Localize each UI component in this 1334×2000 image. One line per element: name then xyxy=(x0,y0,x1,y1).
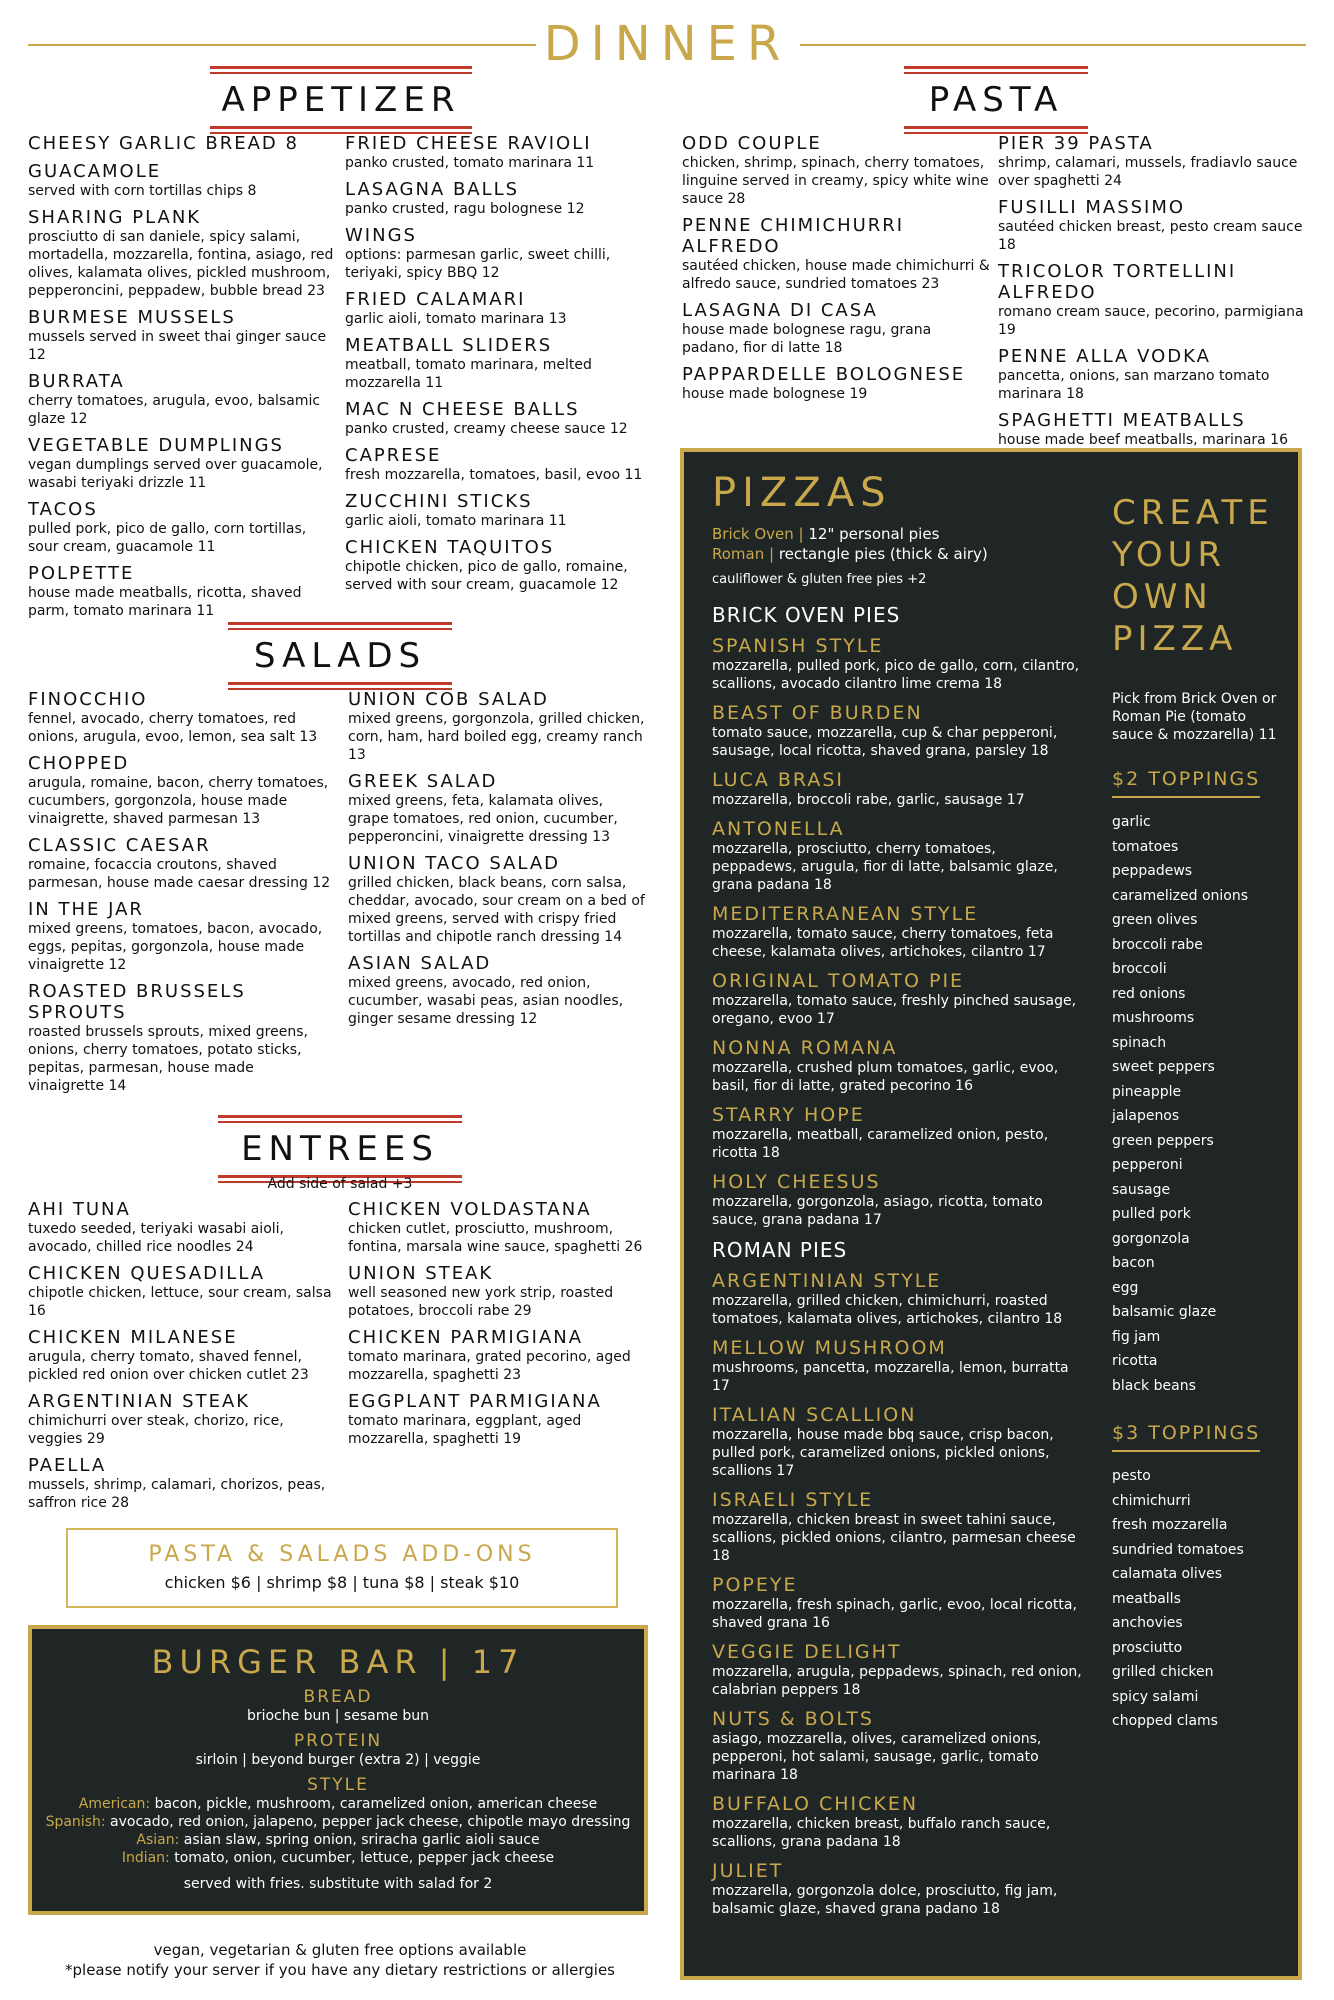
pizza-description: mozzarella, grilled chicken, chimichurri, roasted tomatoes, kalamata olives, artichokes, cilantro 18 xyxy=(712,1293,1063,1327)
menu-item-description: mixed greens, tomatoes, bacon, avocado, eggs, pepitas, gorgonzola, house made vinaigrette 12 xyxy=(28,921,323,973)
pizza-item xyxy=(712,970,1082,1028)
pizza-description: mozzarella, crushed plum tomatoes, garlic, evoo, basil, fior di latte, grated pecorino 16 xyxy=(712,1060,1059,1094)
burger-style-american: American: bacon, pickle, mushroom, caramelized onion, american cheese xyxy=(78,1796,598,1812)
pizza-description: mozzarella, prosciutto, cherry tomatoes, peppadews, arugula, fior di latte, balsamic glaze, grana padana 18 xyxy=(712,841,1058,893)
pizza-item xyxy=(712,1793,1082,1851)
menu-item xyxy=(345,289,645,328)
topping-item: sweet peppers xyxy=(1112,1059,1215,1075)
salads-title: SALADS xyxy=(253,636,427,676)
menu-item-name: MEATBALL SLIDERS xyxy=(345,335,553,356)
menu-item-name: UNION COB SALAD xyxy=(348,689,549,710)
pizzas-gluten-free-note: cauliflower & gluten free pies +2 xyxy=(712,572,927,587)
burger-style-spanish: Spanish: avocado, red onion, jalapeno, pepper jack cheese, chipotle mayo dressing xyxy=(45,1814,631,1830)
menu-item-description: chimichurri over steak, chorizo, rice, veggies 29 xyxy=(28,1413,284,1447)
pizzas-box xyxy=(680,448,1302,1980)
pizza-item xyxy=(712,1489,1082,1565)
menu-item xyxy=(28,161,338,200)
menu-item-description: tomato marinara, grated pecorino, aged mozzarella, spaghetti 23 xyxy=(348,1349,631,1383)
pizza-description: mozzarella, pulled pork, pico de gallo, corn, cilantro, scallions, avocado cilantro lime crema 18 xyxy=(712,658,1080,692)
pizza-item xyxy=(712,1270,1082,1328)
pasta-heading xyxy=(904,66,1088,134)
menu-item-description: arugula, romaine, bacon, cherry tomatoes, cucumbers, gorgonzola, house made vinaigrette, shaved parmesan 13 xyxy=(28,775,329,827)
menu-item-description: fennel, avocado, cherry tomatoes, red onions, arugula, evoo, lemon, sea salt 13 xyxy=(28,711,318,745)
topping-item: broccoli xyxy=(1112,961,1167,977)
topping-item: fig jam xyxy=(1112,1328,1161,1345)
menu-item-description: romano cream sauce, pecorino, parmigiana 19 xyxy=(998,304,1304,338)
addons-box xyxy=(66,1528,618,1608)
menu-item-description: shrimp, calamari, mussels, fradiavlo sauce over spaghetti 24 xyxy=(998,155,1298,189)
salads-left-column xyxy=(28,689,334,1102)
menu-item-name: CHICKEN QUESADILLA xyxy=(28,1263,266,1284)
topping-item: spicy salami xyxy=(1112,1688,1199,1705)
topping-item: pesto xyxy=(1112,1468,1151,1484)
menu-item xyxy=(345,537,645,594)
menu-item-name: TRICOLOR TORTELLINI ALFREDO xyxy=(998,261,1237,303)
menu-item-description: meatball, tomato marinara, melted mozzarella 11 xyxy=(345,357,592,391)
burger-style-indian: Indian: tomato, onion, cucumber, lettuce, pepper jack cheese xyxy=(121,1850,555,1866)
entrees-note: Add side of salad +3 xyxy=(267,1176,413,1192)
menu-item-name: EGGPLANT PARMIGIANA xyxy=(348,1391,602,1412)
menu-item-name: GREEK SALAD xyxy=(348,771,498,792)
menu-item xyxy=(28,307,338,364)
menu-item-name: TACOS xyxy=(28,499,98,520)
two-dollar-toppings-heading: $2 TOPPINGS xyxy=(1112,768,1260,798)
pizza-description: mozzarella, chicken breast in sweet tahini sauce, scallions, pickled onions, cilantro, parmesan cheese 18 xyxy=(712,1512,1076,1564)
topping-item: spinach xyxy=(1112,1034,1167,1051)
pizza-description: mozzarella, chicken breast, buffalo ranch sauce, scallions, grana padana 18 xyxy=(712,1816,1051,1850)
pizza-description: asiago, mozzarella, olives, caramelized onions, pepperoni, hot salami, sausage, garlic, tomato marinara 18 xyxy=(712,1731,1042,1783)
pizza-name: ARGENTINIAN STYLE xyxy=(712,1270,942,1292)
pizza-item xyxy=(712,1337,1082,1395)
burger-protein-heading: PROTEIN xyxy=(293,1731,383,1751)
menu-item xyxy=(345,445,645,484)
menu-item-description: well seasoned new york strip, roasted potatoes, broccoli rabe 29 xyxy=(348,1285,614,1319)
topping-item: red onions xyxy=(1112,985,1186,1002)
footer-options: vegan, vegetarian & gluten free options available xyxy=(153,1941,527,1959)
menu-item-description: pulled pork, pico de gallo, corn tortillas, sour cream, guacamole 11 xyxy=(28,521,307,555)
menu-item xyxy=(345,335,645,392)
menu-item-name: ASIAN SALAD xyxy=(348,953,492,974)
menu-item xyxy=(28,981,334,1095)
pizza-item xyxy=(712,1404,1082,1480)
burger-style-asian: Asian: asian slaw, spring onion, sriracha garlic aioli sauce xyxy=(136,1832,540,1848)
menu-item-description: house made bolognese 19 xyxy=(682,386,868,402)
menu-item-description: panko crusted, creamy cheese sauce 12 xyxy=(345,421,628,437)
pizza-description: mozzarella, tomato sauce, freshly pinched sausage, oregano, evoo 17 xyxy=(712,993,1077,1027)
menu-item xyxy=(348,953,648,1028)
topping-item: grilled chicken xyxy=(1112,1664,1214,1680)
menu-item xyxy=(348,771,648,846)
menu-item-name: BURRATA xyxy=(28,371,125,392)
topping-item: garlic xyxy=(1112,814,1151,830)
pizza-name: VEGGIE DELIGHT xyxy=(712,1641,902,1663)
appetizer-left-column xyxy=(28,133,338,627)
menu-item xyxy=(28,499,338,556)
topping-item: broccoli rabe xyxy=(1112,936,1203,953)
pizza-name: MELLOW MUSHROOM xyxy=(712,1337,947,1359)
menu-item-description: panko crusted, tomato marinara 11 xyxy=(345,155,595,171)
menu-item xyxy=(345,225,645,282)
pizza-item xyxy=(712,702,1082,760)
pizza-item xyxy=(712,1574,1082,1632)
topping-item: green peppers xyxy=(1112,1132,1214,1149)
pizza-name: ORIGINAL TOMATO PIE xyxy=(712,970,965,992)
pizza-name: ITALIAN SCALLION xyxy=(712,1404,917,1426)
topping-item: tomatoes xyxy=(1112,838,1179,855)
menu-item xyxy=(345,179,645,218)
menu-item-name: ARGENTINIAN STEAK xyxy=(28,1391,251,1412)
menu-item xyxy=(682,364,992,403)
menu-item-name: FRIED CALAMARI xyxy=(345,289,526,310)
menu-item-description: roasted brussels sprouts, mixed greens, onions, cherry tomatoes, potato sticks, pepitas, parmesan, house made vinaigrette 14 xyxy=(28,1024,308,1094)
burger-fries-note: served with fries. substitute with salad for 2 xyxy=(183,1876,493,1892)
menu-item xyxy=(998,410,1308,449)
menu-item-name: ROASTED BRUSSELS SPROUTS xyxy=(28,981,246,1023)
entrees-left-column xyxy=(28,1199,334,1519)
topping-item: caramelized onions xyxy=(1112,887,1249,904)
menu-item-description: mussels, shrimp, calamari, chorizos, peas, saffron rice 28 xyxy=(28,1477,326,1511)
menu-item-description: grilled chicken, black beans, corn salsa, cheddar, avocado, sour cream on a bed of mixed greens, served with crispy fried tortillas and chipotle ranch dressing 14 xyxy=(348,875,645,945)
menu-item-description: chicken, shrimp, spinach, cherry tomatoes, linguine served in creamy, spicy white wine sauce 28 xyxy=(682,155,989,207)
menu-item-name: FRIED CHEESE RAVIOLI xyxy=(345,133,592,154)
menu-item-name: CHICKEN VOLDASTANA xyxy=(348,1199,592,1220)
addons-title: PASTA & SALADS ADD-ONS xyxy=(148,1542,536,1567)
menu-item-description: served with corn tortillas chips 8 xyxy=(28,183,257,199)
menu-item-description: house made bolognese ragu, grana padano, fior di latte 18 xyxy=(682,322,932,356)
menu-item xyxy=(28,1327,334,1384)
topping-item: calamata olives xyxy=(1112,1566,1223,1582)
menu-item-name: CHOPPED xyxy=(28,753,130,774)
pizza-description: mozzarella, tomato sauce, cherry tomatoes, feta cheese, kalamata olives, artichokes, cilantro 17 xyxy=(712,926,1054,960)
topping-item: mushrooms xyxy=(1112,1010,1195,1026)
pizza-item xyxy=(712,903,1082,961)
menu-item-name: IN THE JAR xyxy=(28,899,144,920)
menu-item-name: LASAGNA DI CASA xyxy=(682,300,878,321)
menu-item-description: chipotle chicken, pico de gallo, romaine, served with sour cream, guacamole 12 xyxy=(345,559,628,593)
menu-item xyxy=(998,133,1308,190)
topping-item: sundried tomatoes xyxy=(1112,1541,1244,1558)
pizza-name: JULIET xyxy=(712,1860,784,1882)
menu-item xyxy=(28,133,338,154)
two-dollar-toppings-list xyxy=(1112,810,1282,1398)
menu-item-name: CHEESY GARLIC BREAD 8 xyxy=(28,133,299,154)
menu-item-name: ODD COUPLE xyxy=(682,133,822,154)
menu-item-description: chipotle chicken, lettuce, sour cream, salsa 16 xyxy=(28,1285,332,1319)
pizzas-title: PIZZAS xyxy=(712,470,892,516)
menu-item-description: garlic aioli, tomato marinara 13 xyxy=(345,311,567,327)
menu-item-name: PAELLA xyxy=(28,1455,107,1476)
menu-item-description: tomato marinara, eggplant, aged mozzarella, spaghetti 19 xyxy=(348,1413,582,1447)
appetizer-title: APPETIZER xyxy=(221,80,461,120)
menu-item-description: chicken cutlet, prosciutto, mushroom, fontina, marsala wine sauce, spaghetti 26 xyxy=(348,1221,643,1255)
burger-bar-box xyxy=(28,1625,648,1915)
burger-bread: brioche bun | sesame bun xyxy=(246,1708,430,1724)
menu-item xyxy=(28,371,338,428)
menu-item-description: arugula, cherry tomato, shaved fennel, pickled red onion over chicken cutlet 23 xyxy=(28,1349,309,1383)
pizza-description: mozzarella, arugula, peppadews, spinach, red onion, calabrian peppers 18 xyxy=(712,1664,1082,1698)
menu-item-name: GUACAMOLE xyxy=(28,161,162,182)
menu-item xyxy=(28,899,334,974)
topping-item: pulled pork xyxy=(1112,1206,1191,1222)
page-title: DINNER xyxy=(543,16,791,72)
menu-item-name: CHICKEN TAQUITOS xyxy=(345,537,555,558)
menu-item xyxy=(348,853,648,946)
footer-allergies: *please notify your server if you have any dietary restrictions or allergies xyxy=(65,1961,615,1979)
pizza-description: mozzarella, meatball, caramelized onion, pesto, ricotta 18 xyxy=(712,1127,1049,1161)
pizza-item xyxy=(712,769,1082,809)
menu-item-name: VEGETABLE DUMPLINGS xyxy=(28,435,284,456)
create-heading-3: OWN xyxy=(1112,577,1213,617)
menu-item xyxy=(998,346,1308,403)
topping-item: jalapenos xyxy=(1112,1108,1180,1124)
menu-item-description: pancetta, onions, san marzano tomato marinara 18 xyxy=(998,368,1270,402)
menu-item-name: AHI TUNA xyxy=(28,1199,131,1220)
menu-item-name: MAC N CHEESE BALLS xyxy=(345,399,580,420)
menu-item-name: PENNE ALLA VODKA xyxy=(998,346,1211,367)
topping-item: sausage xyxy=(1112,1181,1171,1198)
menu-item-description: prosciutto di san daniele, spicy salami, mortadella, mozzarella, fontina, asiago, red olives, kalamata olives, pickled mushroom, pepperoncini, peppadew, bubble bread 23 xyxy=(28,229,334,299)
menu-item xyxy=(28,1263,334,1320)
salads-right-column xyxy=(348,689,648,1035)
topping-item: pepperoni xyxy=(1112,1157,1183,1173)
three-dollar-toppings-heading: $3 TOPPINGS xyxy=(1112,1422,1260,1452)
menu-item xyxy=(28,435,338,492)
pizza-name: STARRY HOPE xyxy=(712,1104,865,1126)
menu-item-name: CHICKEN MILANESE xyxy=(28,1327,238,1348)
pizza-name: NUTS & BOLTS xyxy=(712,1708,874,1730)
menu-item-description: romaine, focaccia croutons, shaved parmesan, house made caesar dressing 12 xyxy=(28,857,331,891)
pizza-item xyxy=(712,1860,1082,1918)
pizza-description: mozzarella, fresh spinach, garlic, evoo, local ricotta, shaved grana 16 xyxy=(712,1597,1077,1631)
menu-item xyxy=(345,133,645,172)
menu-item-name: POLPETTE xyxy=(28,563,135,584)
brick-oven-list xyxy=(712,635,1082,1229)
brick-oven-heading: BRICK OVEN PIES xyxy=(712,603,901,627)
menu-item xyxy=(348,1199,658,1256)
burger-title: BURGER BAR | 17 xyxy=(151,1643,525,1681)
menu-item xyxy=(28,1391,334,1448)
menu-item-name: SHARING PLANK xyxy=(28,207,202,228)
topping-item: egg xyxy=(1112,1279,1139,1296)
pizza-name: SPANISH STYLE xyxy=(712,635,884,657)
pizza-item xyxy=(712,1171,1082,1229)
menu-item xyxy=(682,133,992,208)
pizza-item xyxy=(712,818,1082,894)
create-heading-1: CREATE xyxy=(1112,493,1274,533)
menu-item xyxy=(682,215,992,293)
topping-item: bacon xyxy=(1112,1255,1155,1271)
menu-item-name: WINGS xyxy=(345,225,417,246)
menu-item-description: tuxedo seeded, teriyaki wasabi aioli, avocado, chilled rice noodles 24 xyxy=(28,1221,284,1255)
pizza-name: ISRAELI STYLE xyxy=(712,1489,874,1511)
menu-item-description: garlic aioli, tomato marinara 11 xyxy=(345,513,567,529)
menu-item xyxy=(28,835,334,892)
pizzas-intro: Brick Oven | 12" personal pies Roman | rectangle pies (thick & airy) cauliflower & gluten free pies +2 xyxy=(712,524,988,590)
menu-item-name: FUSILLI MASSIMO xyxy=(998,197,1186,218)
topping-item: pineapple xyxy=(1112,1083,1182,1100)
menu-item-name: CLASSIC CAESAR xyxy=(28,835,211,856)
menu-item-description: mixed greens, feta, kalamata olives, grape tomatoes, red onion, cucumber, pepperoncini, vinaigrette dressing 13 xyxy=(348,793,618,845)
menu-item-description: sautéed chicken, house made chimichurri & alfredo sauce, sundried tomatoes 23 xyxy=(682,258,990,292)
menu-item xyxy=(348,1263,658,1320)
menu-item-name: FINOCCHIO xyxy=(28,689,148,710)
pasta-right-column xyxy=(998,133,1308,456)
burger-bread-heading: BREAD xyxy=(303,1687,373,1707)
menu-item-description: options: parmesan garlic, sweet chilli, teriyaki, spicy BBQ 12 xyxy=(345,247,611,281)
three-dollar-toppings-list xyxy=(1112,1464,1282,1734)
menu-item-description: mixed greens, avocado, red onion, cucumber, wasabi peas, asian noodles, ginger sesame dressing 12 xyxy=(348,975,624,1027)
pizza-item xyxy=(712,1708,1082,1784)
pizza-item xyxy=(712,1037,1082,1095)
pizzas-list-column xyxy=(712,597,1082,1927)
entrees-right-column xyxy=(348,1199,658,1455)
menu-item xyxy=(345,491,645,530)
topping-item: peppadews xyxy=(1112,863,1193,879)
pizza-name: BEAST OF BURDEN xyxy=(712,702,923,724)
menu-item xyxy=(28,689,334,746)
pizza-name: BUFFALO CHICKEN xyxy=(712,1793,919,1815)
menu-item xyxy=(345,399,645,438)
menu-item-description: cherry tomatoes, arugula, evoo, balsamic glaze 12 xyxy=(28,393,321,427)
pasta-left-column xyxy=(682,133,992,410)
pizza-description: mozzarella, gorgonzola dolce, prosciutto, fig jam, balsamic glaze, shaved grana padano 18 xyxy=(712,1883,1058,1917)
pizza-name: POPEYE xyxy=(712,1574,798,1596)
roman-pies-list xyxy=(712,1270,1082,1918)
pizza-description: mozzarella, broccoli rabe, garlic, sausage 17 xyxy=(712,792,1025,808)
menu-item-description: panko crusted, ragu bolognese 12 xyxy=(345,201,585,217)
create-your-own-panel xyxy=(1112,492,1282,1734)
menu-item xyxy=(28,207,338,300)
menu-item-name: PIER 39 PASTA xyxy=(998,133,1154,154)
menu-item xyxy=(348,689,648,764)
menu-item-name: PAPPARDELLE BOLOGNESE xyxy=(682,364,966,385)
menu-item-description: house made beef meatballs, marinara 16 xyxy=(998,432,1289,448)
entrees-heading xyxy=(218,1115,462,1183)
menu-item xyxy=(682,300,992,357)
topping-item: meatballs xyxy=(1112,1590,1181,1607)
topping-item: chimichurri xyxy=(1112,1492,1191,1509)
menu-item-name: UNION TACO SALAD xyxy=(348,853,561,874)
topping-item: gorgonzola xyxy=(1112,1230,1190,1247)
menu-item-description: house made meatballs, ricotta, shaved parm, tomato marinara 11 xyxy=(28,585,302,619)
topping-item: anchovies xyxy=(1112,1615,1183,1631)
salads-heading xyxy=(228,622,452,690)
menu-item xyxy=(348,1391,658,1448)
menu-item-name: CAPRESE xyxy=(345,445,442,466)
pizza-item xyxy=(712,635,1082,693)
topping-item: balsamic glaze xyxy=(1112,1304,1217,1320)
pizza-name: NONNA ROMANA xyxy=(712,1037,898,1059)
menu-item xyxy=(28,1199,334,1256)
menu-item xyxy=(28,753,334,828)
pizza-name: ANTONELLA xyxy=(712,818,845,840)
topping-item: fresh mozzarella xyxy=(1112,1517,1228,1533)
menu-item-name: SPAGHETTI MEATBALLS xyxy=(998,410,1246,431)
pizza-item xyxy=(712,1104,1082,1162)
menu-item xyxy=(28,1455,334,1512)
pizza-description: mozzarella, gorgonzola, asiago, ricotta, tomato sauce, grana padana 17 xyxy=(712,1194,1043,1228)
create-heading-2: YOUR xyxy=(1112,535,1227,575)
pasta-title: PASTA xyxy=(928,80,1064,120)
topping-item: black beans xyxy=(1112,1377,1196,1394)
pizza-name: MEDITERRANEAN STYLE xyxy=(712,903,979,925)
topping-item: prosciutto xyxy=(1112,1639,1183,1656)
menu-item-description: vegan dumplings served over guacamole, wasabi teriyaki drizzle 11 xyxy=(28,457,323,491)
menu-item xyxy=(998,261,1308,339)
appetizer-heading xyxy=(210,66,472,134)
menu-item-name: UNION STEAK xyxy=(348,1263,494,1284)
pizza-name: LUCA BRASI xyxy=(712,769,844,791)
menu-item-name: ZUCCHINI STICKS xyxy=(345,491,533,512)
pizza-name: HOLY CHEESUS xyxy=(712,1171,881,1193)
create-description: Pick from Brick Oven or Roman Pie (tomato sauce & mozzarella) 11 xyxy=(1112,691,1277,743)
burger-style-heading: STYLE xyxy=(307,1775,369,1795)
entrees-title: ENTREES xyxy=(241,1129,439,1169)
burger-protein: sirloin | beyond burger (extra 2) | veggie xyxy=(195,1752,481,1768)
roman-pies-heading: ROMAN PIES xyxy=(712,1238,848,1262)
pizza-description: mushrooms, pancetta, mozzarella, lemon, burratta 17 xyxy=(712,1360,1069,1394)
menu-item-name: CHICKEN PARMIGIANA xyxy=(348,1327,584,1348)
menu-item-description: sautéed chicken breast, pesto cream sauce 18 xyxy=(998,219,1303,253)
pizza-description: tomato sauce, mozzarella, cup & char pepperoni, sausage, local ricotta, shaved grana, parsley 18 xyxy=(712,725,1058,759)
menu-item-description: fresh mozzarella, tomatoes, basil, evoo 11 xyxy=(345,467,643,483)
menu-item xyxy=(28,563,338,620)
menu-item-name: PENNE CHIMICHURRI ALFREDO xyxy=(682,215,905,257)
menu-item xyxy=(998,197,1308,254)
topping-item: chopped clams xyxy=(1112,1713,1218,1729)
pizza-description: mozzarella, house made bbq sauce, crisp bacon, pulled pork, caramelized onions, pickled onions, scallions 17 xyxy=(712,1427,1054,1479)
appetizer-right-column xyxy=(345,133,645,601)
menu-item-description: mussels served in sweet thai ginger sauce 12 xyxy=(28,329,327,363)
menu-item-name: LASAGNA BALLS xyxy=(345,179,520,200)
menu-item-name: BURMESE MUSSELS xyxy=(28,307,236,328)
addons-line: chicken $6 | shrimp $8 | tuna $8 | steak $10 xyxy=(164,1573,520,1592)
menu-item-description: mixed greens, gorgonzola, grilled chicken, corn, ham, hard boiled egg, creamy ranch 13 xyxy=(348,711,645,763)
pizza-item xyxy=(712,1641,1082,1699)
topping-item: green olives xyxy=(1112,912,1198,928)
menu-item xyxy=(348,1327,658,1384)
create-heading-4: PIZZA xyxy=(1112,619,1238,659)
topping-item: ricotta xyxy=(1112,1353,1158,1369)
